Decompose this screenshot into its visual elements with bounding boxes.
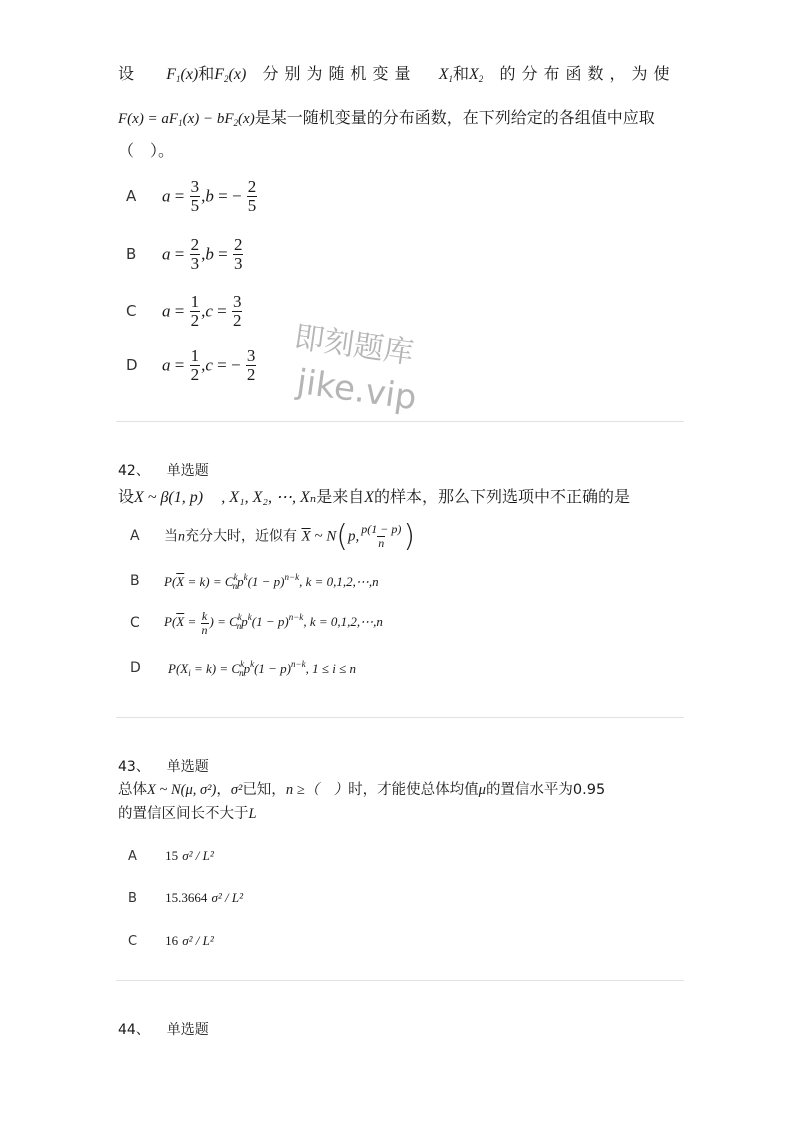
option-formula: 15 σ² / L² [165,848,214,863]
q43-option-b[interactable] [128,887,243,906]
option-formula: a = $\frac{2}{3}$ ,b = $\frac{2}{3}$ [162,234,243,273]
option-letter: B [126,245,137,263]
q42-option-d[interactable] [130,656,356,680]
q43-header [118,756,209,776]
option-formula: a = $\frac{1}{2}$ ,c = $\frac{3}{2}$ [162,291,242,330]
option-formula: $P(X_i = k) = C^k_np^k(1 - p)^{n-k}$, 1 ≤ i ≤ n [168,658,356,678]
option-formula: 当n充分大时，近似有 $\overline{X}$ ~ N(p, $\frac{p(1 - p)}{n}$ ) [164,518,416,554]
option-formula: 15.3664 σ² / L² [165,890,244,905]
q41-option-a[interactable] [126,176,258,216]
option-formula: 16 σ² / L² [165,933,214,948]
q41-stem-line2: $F(x) = aF_1(x) - bF_2(x)$是某一随机变量的分布函数，在下列给定的各组值中应取 [118,108,655,128]
option-formula: a = $\frac{1}{2}$ ,c = − $\frac{3}{2}$ [162,345,256,384]
divider [116,421,684,422]
option-letter: A [128,849,137,864]
option-letter: B [128,891,137,906]
option-formula: $P(\overline{X}$ = $\frac{k}{n}$ ) = $C^k_np^k(1 - p)^{n-k}$, k = 0,1,2,⋯,n [164,608,383,637]
q42-header [118,460,209,480]
q42-number: 42、 [118,463,150,479]
option-letter: B [130,573,140,589]
option-letter: A [130,528,140,544]
watermark-cn: 即刻题库 [292,319,416,372]
q41-option-d[interactable] [126,345,257,385]
divider [116,980,684,981]
q41-stem-line1: 设 $F_1(x)$和$F_2(x)$ 分别为随机变量 $X_1$和$X_2$ 的分布函数，为使 [118,64,676,84]
q41-option-c[interactable] [126,291,243,331]
q42-option-c[interactable] [130,606,383,640]
q43-option-c[interactable] [128,930,214,949]
option-letter: D [126,356,138,374]
q42-option-a[interactable] [130,516,415,556]
option-letter: D [130,660,141,676]
watermark-url: jike.vip [294,362,420,419]
q41-option-b[interactable] [126,234,244,274]
option-formula: $P(\overline{X} = k) = C^k_np^k(1 - p)^{n-k}$, k = 0,1,2,⋯,n [164,571,379,591]
q43-number: 43、 [118,759,150,775]
q42-option-b[interactable] [130,569,379,593]
q44-header [118,1019,209,1039]
option-letter: A [126,187,137,205]
q41-stem-line3: （ ）。 [118,141,175,160]
q43-stem-line2: 的置信区间长不大于L [118,806,257,822]
q44-type: 单选题 [166,1022,209,1038]
q43-stem-line1: 总体X ~ N(μ, σ²)，σ²已知，n ≥（ ）时，才能使总体均值μ的置信水平为0.95 [118,782,606,798]
q43-option-a[interactable] [128,845,214,864]
q42-stem: 设X ~ β(1, p) , X₁, X₂, ⋯, Xₙ是来自X的样本，那么下列选项中不正确的是 [118,487,631,506]
divider [116,717,684,718]
option-letter: C [128,934,138,949]
option-letter: C [130,615,140,631]
option-formula: a = $\frac{3}{5}$ ,b = − $\frac{2}{5}$ [162,176,257,215]
q44-number: 44、 [118,1022,150,1038]
option-letter: C [126,302,137,320]
q43-type: 单选题 [166,759,209,775]
q42-type: 单选题 [166,463,209,479]
